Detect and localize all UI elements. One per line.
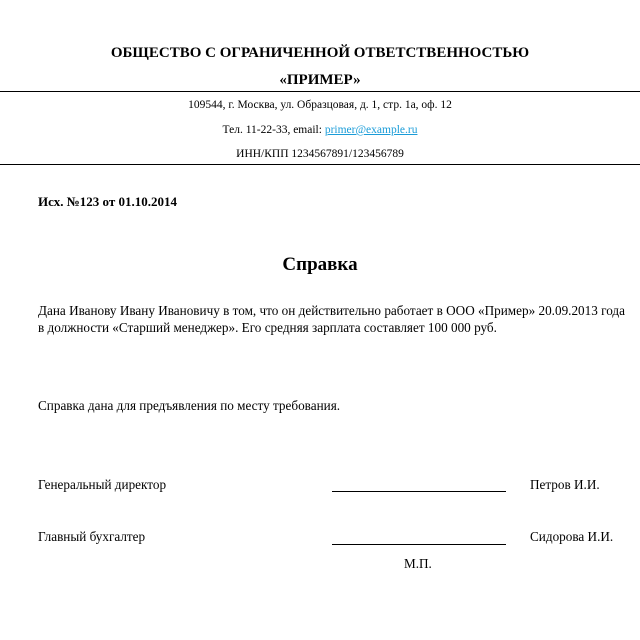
organization-contacts [0,124,640,136]
accountant-name: Сидорова И.И. [530,529,614,544]
document-purpose: Справка дана для предъявления по месту требования. [38,398,341,413]
header-bottom-rule [0,164,640,165]
organization-name-line1: ОБЩЕСТВО С ОГРАНИЧЕННОЙ ОТВЕТСТВЕННОСТЬЮ [110,45,530,61]
outgoing-reference: Исх. №123 от 01.10.2014 [38,194,177,209]
accountant-signature-line [332,544,506,545]
director-signature-line [332,491,506,492]
accountant-title: Главный бухгалтер [38,529,146,544]
organization-address: 109544, г. Москва, ул. Образцовая, д. 1, стр. 1а, оф. 12 [188,99,452,111]
document-body: Дана Иванову Ивану Ивановичу в том, что он действительно работает в ООО «Пример» 20.09.2013 года в должности «Старший менеджер». Его средняя зарплата составляет 100 000 руб. [38,303,625,335]
organization-inn-kpp: ИНН/КПП 1234567891/123456789 [236,148,404,160]
organization-name-line2: «ПРИМЕР» [279,72,361,88]
phone-text: Тел. 11-22-33, email: [222,124,325,136]
header-top-rule [0,91,640,92]
director-name: Петров И.И. [530,477,600,492]
email-link[interactable]: primer@example.ru [324,124,418,136]
document-title: Справка [282,254,358,275]
director-title: Генеральный директор [38,477,167,492]
stamp-place: М.П. [404,556,432,571]
